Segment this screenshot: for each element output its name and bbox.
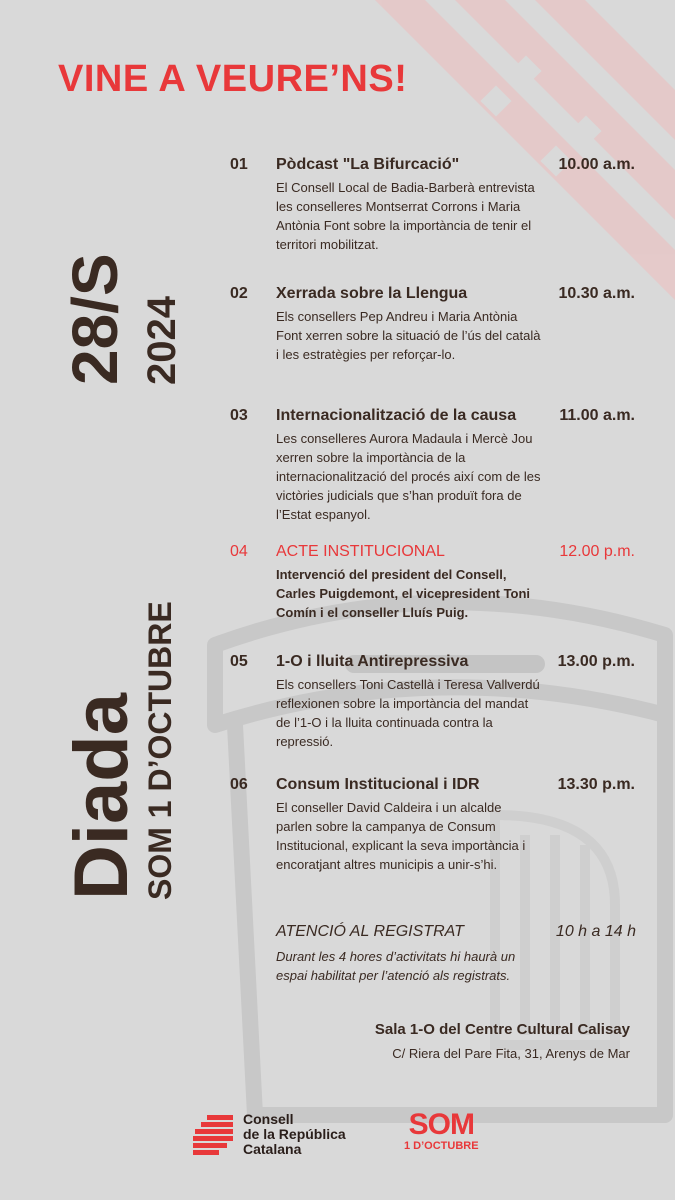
headline: VINE A VEURE’NS! <box>58 58 408 100</box>
event-item <box>230 776 635 874</box>
consell-logo <box>193 1112 346 1157</box>
event-number: 05 <box>230 653 248 670</box>
event-time: 13.30 p.m. <box>557 776 635 793</box>
venue-name: Sala 1-O del Centre Cultural Calisay <box>374 1021 630 1038</box>
consell-mark-icon <box>193 1115 233 1155</box>
consell-logo-line3: Catalana <box>243 1141 302 1157</box>
event-time: 10.30 a.m. <box>558 285 635 302</box>
som-logo-text: SOM <box>408 1108 474 1141</box>
event-number: 04 <box>230 543 248 560</box>
registration-info <box>276 923 636 985</box>
event-item <box>230 407 635 524</box>
event-description: El conseller David Caldeira i un alcalde parlen sobre la campanya de Consum Institucional, explicant la seva importància i encoratjant altres municipis a unir-s’hi. <box>276 800 526 872</box>
registration-title: ATENCIÓ AL REGISTRAT <box>276 923 464 940</box>
event-description: El Consell Local de Badia-Barberà entrevista les conselleres Montserrat Corrons i Maria Antònia Font sobre la importància de tenir el territori mobilitzat. <box>276 180 535 252</box>
som-logo-subtext: 1 D’OCTUBRE <box>404 1140 479 1152</box>
event-number: 06 <box>230 776 248 793</box>
event-title: Pòdcast "La Bifurcació" <box>276 156 460 173</box>
consell-logo-line2: de la República <box>243 1126 346 1142</box>
event-item <box>230 653 635 751</box>
event-time: 13.00 p.m. <box>557 653 635 670</box>
diada-title: Diada <box>59 693 144 900</box>
som-logo <box>404 1110 479 1152</box>
event-item <box>230 156 635 254</box>
event-time: 10.00 a.m. <box>558 156 635 173</box>
event-time: 12.00 p.m. <box>559 543 635 560</box>
event-title: Internacionalització de la causa <box>276 407 517 424</box>
registration-description: Durant les 4 hores d’activitats hi haurà un espai habilitat per l’atenció als registrats. <box>276 949 516 983</box>
event-title: ACTE INSTITUCIONAL <box>276 543 445 560</box>
event-date: 28/S <box>59 253 131 385</box>
event-description: Les conselleres Aurora Madaula i Mercè Jou xerren sobre la importància de la internacionalització del procés així com de les victòries judicials que s’han produït fora de l’Estat espanyol. <box>276 431 541 522</box>
event-title: Xerrada sobre la Llengua <box>276 285 468 302</box>
event-description: Els consellers Pep Andreu i Maria Antònia Font xerren sobre la situació de l’ús del català i les estratègies per reforçar-lo. <box>276 309 541 362</box>
event-number: 03 <box>230 407 248 424</box>
event-time: 11.00 a.m. <box>559 407 635 424</box>
event-number: 01 <box>230 156 248 173</box>
event-year: 2024 <box>140 296 184 385</box>
event-number: 02 <box>230 285 248 302</box>
event-item-highlight <box>230 543 635 622</box>
event-item <box>230 285 635 364</box>
venue-address: C/ Riera del Pare Fita, 31, Arenys de Mar <box>392 1046 630 1061</box>
event-title: 1-O i lluita Antirepressiva <box>276 653 469 670</box>
side-title <box>58 200 188 900</box>
registration-time: 10 h a 14 h <box>555 923 636 940</box>
event-description: Els consellers Toni Castellà i Teresa Vallverdú reflexionen sobre la importància del mandat de l’1-O i la lluita continuada contra la repressió. <box>276 677 540 749</box>
som-subtitle: SOM 1 D’OCTUBRE <box>142 601 178 900</box>
event-title: Consum Institucional i IDR <box>276 776 480 793</box>
consell-logo-line1: Consell <box>243 1111 294 1127</box>
event-description: Intervenció del president del Consell, Carles Puigdemont, el vicepresident Toni Comín i el conseller Lluís Puig. <box>276 567 531 620</box>
